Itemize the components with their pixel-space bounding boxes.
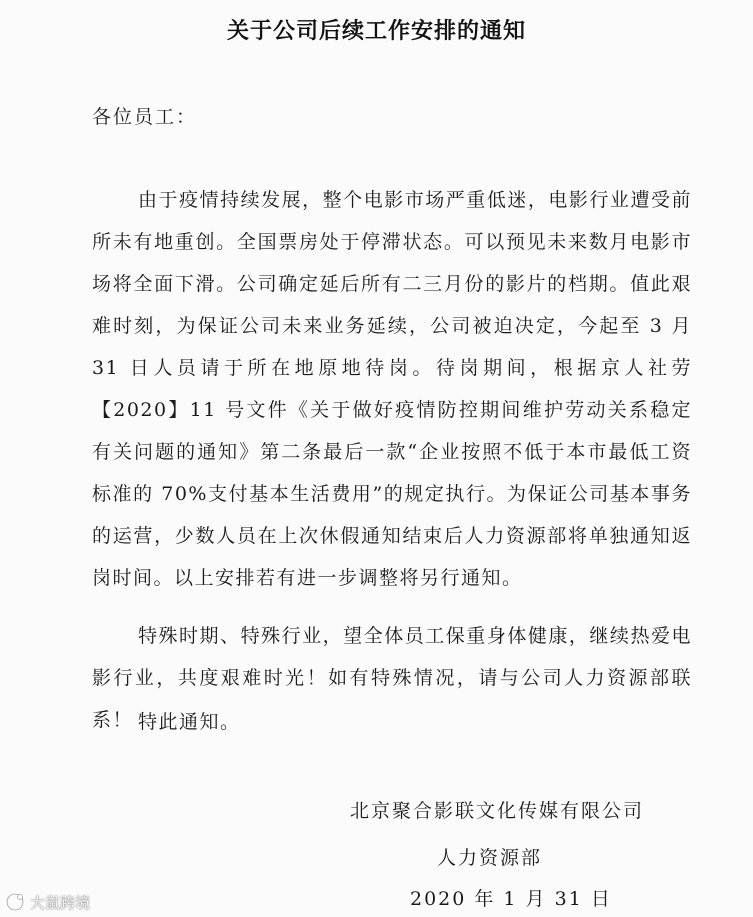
watermark-logo-icon — [4, 891, 26, 913]
signature-date: 2020 年 1 月 31 日 — [410, 888, 612, 910]
paragraph-main: 由于疫情持续发展，整个电影市场严重低迷，电影行业遭受前所未有地重创。全国票房处于停滞状态。可以预见未来数月电影市场将全面下滑。公司确定延后所有二三月份的影片的档期。值此艰难时刻，为保证公司未来业务延续，公司被迫决定，今起至 3 月 31 日人员请于所在地原地待岗。待岗期间，根据京人社劳【2020】11 号文件《关于做好疫情防控期间维护劳动关系稳定有关问题的通知》第二条最后一款“企业按照不低于本市最低工资标准的 70%支付基本生活费用”的规定执行。为保证公司基本事务的运营，少数人员在上次休假通知结束后人力资源部将单独通知返岗时间。以上安排若有进一步调整将另行通知。 — [92, 189, 692, 589]
salutation: 各位员工： — [92, 106, 198, 128]
watermark — [4, 891, 90, 913]
watermark-text: 大鼠跨境 — [30, 893, 91, 912]
paragraph-closing: 特此通知。 — [138, 711, 241, 733]
notice-title: 关于公司后续工作安排的通知 — [226, 19, 526, 44]
signature-company: 北京聚合影联文化传媒有限公司 — [350, 800, 645, 822]
signature-department: 人力资源部 — [437, 847, 543, 869]
paragraph-wishes: 特殊时期、特殊行业，望全体员工保重身体健康，继续热爱电影行业，共度艰难时光！如有特殊情况，请与公司人力资源部联系！ — [92, 625, 692, 731]
